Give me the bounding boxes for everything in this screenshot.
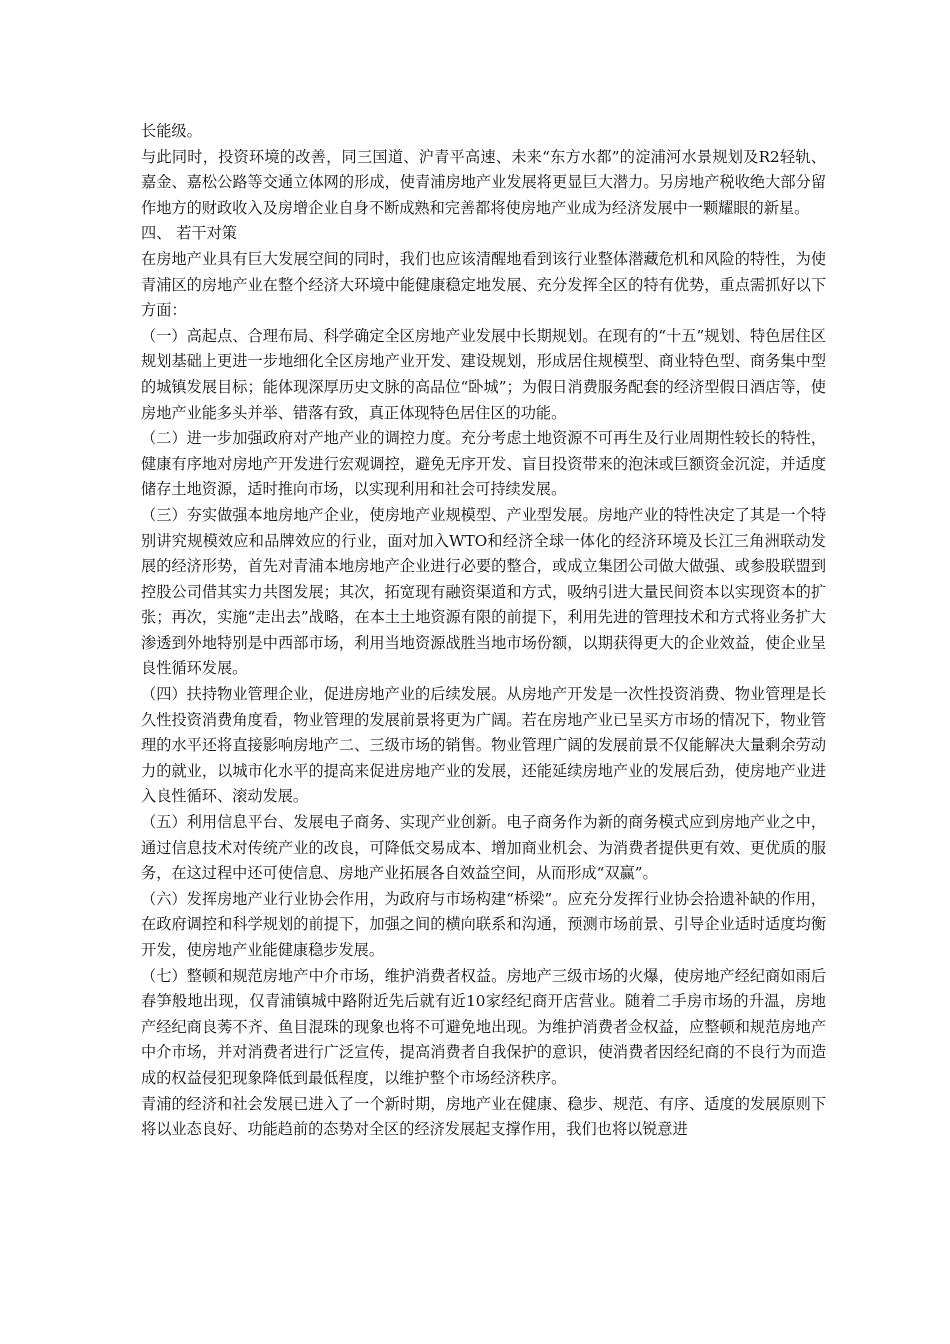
paragraph-item-5: （五）利用信息平台、发展电子商务、实现产业创新。电子商务作为新的商务模式应到房地产业之中，通过信息技术对传统产业的改良，可降低交易成本、增加商业机会、为消费者提供更有效、更优质的服务，在这过程中还可使信息、房地产业拓展各自效益空间，从而形成“双赢”。 xyxy=(141,813,826,883)
paragraph-item-6: （六）发挥房地产业行业协会作用，为政府与市场构建“桥梁”。应充分发挥行业协会拾遗补缺的作用，在政府调控和科学规划的前提下，加强之间的横向联系和沟通，预测市场前景、引导企业适时适度均衡开发，使房地产业能健康稳步发展。 xyxy=(141,889,826,959)
document-body xyxy=(141,119,826,1143)
paragraph-intro-countermeasures: 在房地产业具有巨大发展空间的同时，我们也应该清醒地看到该行业整体潜藏危机和风险的特性，为使青浦区的房地产业在整个经济大环境中能健康稳定地发展、充分发挥全区的特有优势，重点需抓好以下方面： xyxy=(141,249,826,320)
paragraph-conclusion: 青浦的经济和社会发展已进入了一个新时期，房地产业在健康、稳步、规范、有序、适度的发展原则下将以业态良好、功能趋前的态势对全区的经济发展起支撑作用，我们也将以锐意进 xyxy=(141,1094,826,1139)
paragraph-item-1: （一）高起点、合理布局、科学确定全区房地产业发展中长期规划。在现有的“十五”规划、特色居住区规划基础上更进一步地细化全区房地产业开发、建设规划，形成居住规模型、商业特色型、商务集中型的城镇发展目标；能体现深厚历史文脉的高品位“卧城”；为假日消费服务配套的经济型假日酒店等，使房地产业能多头并举、错落有致，真正体现特色居住区的功能。 xyxy=(141,326,826,422)
paragraph-item-4: （四）扶持物业管理企业，促进房地产业的后续发展。从房地产开发是一次性投资消费、物业管理是长久性投资消费角度看，物业管理的发展前景将更为广阔。若在房地产业已呈买方市场的情况下，物业管理的水平还将直接影响房地产二、三级市场的销售。物业管理广阔的发展前景不仅能解决大量剩余劳动力的就业，以城市化水平的提高来促进房地产业的发展，还能延续房地产业的发展后劲，使房地产业进入良性循环、滚动发展。 xyxy=(141,685,826,806)
paragraph-continuation: 长能级。 xyxy=(141,122,202,140)
paragraph-item-7: （七）整顿和规范房地产中介市场，维护消费者权益。房地产三级市场的火爆，使房地产经纪商如雨后春笋般地出现，仅青浦镇城中路附近先后就有近10家经纪商开店营业。随着二手房市场的升温，房地产经纪商良莠不齐、鱼目混珠的现象也将不可避免地出现。为维护消费者佥权益，应整顿和规范房地产中介市场，并对消费者进行广泛宣传，提高消费者自我保护的意识，使消费者因经纪商的不良行为而造成的权益侵犯现象降低到最低程度，以维护整个市场经济秩序。 xyxy=(141,966,826,1087)
paragraph-item-3: （三）夯实做强本地房地产企业，使房地产业规模型、产业型发展。房地产业的特性决定了其是一个特别讲究规模效应和品牌效应的行业，面对加入WTO和经济全球一体化的经济环境及长江三角洲联动发展的经济形势，首先对青浦本地房地产企业进行必要的整合，或成立集团公司做大做强、或参股联盟到控股公司借其实力共图发展；其次，拓宽现有融资渠道和方式，吸纳引进大量民间资本以实现资本的扩张；再次，实施“走出去”战略，在本土土地资源有限的前提下，利用先进的管理技术和方式将业务扩大渗透到外地特别是中西部市场，利用当地资源战胜当地市场份额，以期获得更大的企业效益，使企业呈良性循环发展。 xyxy=(141,505,826,678)
paragraph-item-2: （二）进一步加强政府对产地产业的调控力度。充分考虑土地资源不可再生及行业周期性较长的特性，健康有序地对房地产开发进行宏观调控，避免无序开发、盲目投资带来的泡沫或巨额资金沉淀，并适度储存土地资源，适时推向市场，以实现利用和社会可持续发展。 xyxy=(141,429,826,499)
section-heading-countermeasures: 四、 若干对策 xyxy=(141,224,237,243)
paragraph-investment-environment: 与此同时，投资环境的改善，同三国道、沪青平高速、未来“东方水都”的淀浦河水景规划及R2轻轨、嘉金、嘉松公路等交通立体网的形成，使青浦房地产业发展将更显巨大潜力。另房地产税收绝大部分留作地方的财政收入及房增企业自身不断成熟和完善都将使房地产业成为经济发展中一颗耀眼的新星。 xyxy=(141,147,826,217)
